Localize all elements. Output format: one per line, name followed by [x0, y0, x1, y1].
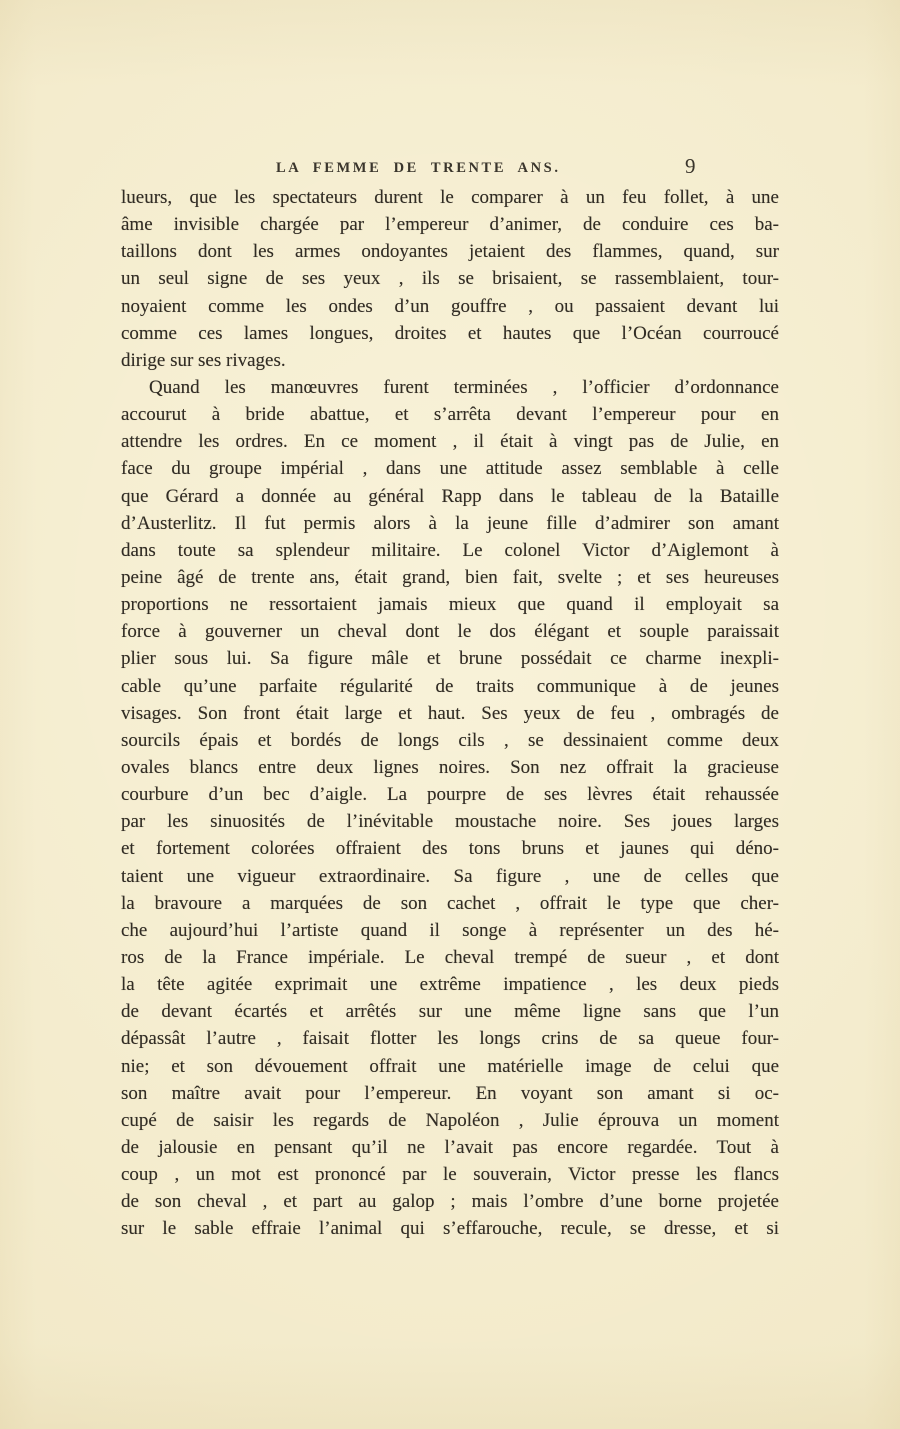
text-line: taillons dont les armes ondoyantes jetaient des flammes, quand, sur — [121, 241, 779, 263]
text-line: d’Austerlitz. Il fut permis alors à la jeune fille d’admirer son amant — [121, 512, 779, 534]
text-line: taient une vigueur extraordinaire. Sa figure , une de celles que — [121, 865, 779, 887]
text-line: Quand les manœuvres furent terminées , l’officier d’ordonnance — [149, 376, 779, 398]
text-line: sourcils épais et bordés de longs cils , se dessinaient comme deux — [121, 729, 779, 751]
text-line: un seul signe de ses yeux , ils se brisaient, se rassemblaient, tour- — [121, 268, 779, 290]
text-line: la bravoure a marquées de son cachet , offrait le type que cher- — [121, 892, 779, 914]
page-number: 9 — [685, 154, 696, 178]
text-line: dirige sur ses rivages. — [121, 349, 286, 371]
text-line: nie; et son dévouement offrait une matérielle image de celui que — [121, 1055, 779, 1077]
text-line: plier sous lui. Sa figure mâle et brune possédait ce charme inexpli- — [121, 648, 779, 670]
text-line: accourut à bride abattue, et s’arrêta devant l’empereur pour en — [121, 404, 779, 426]
text-line: que Gérard a donnée au général Rapp dans le tableau de la Bataille — [121, 485, 779, 507]
body-text — [121, 184, 779, 1242]
text-line: proportions ne ressortaient jamais mieux que quand il employait sa — [121, 594, 779, 616]
text-line: dans toute sa splendeur militaire. Le colonel Victor d’Aiglemont à — [121, 539, 779, 561]
text-line: ros de la France impériale. Le cheval trempé de sueur , et dont — [121, 946, 779, 968]
text-line: son maître avait pour l’empereur. En voyant son amant si oc- — [121, 1082, 779, 1104]
text-line: âme invisible chargée par l’empereur d’animer, de conduire ces ba- — [121, 214, 779, 236]
text-line: ovales blancs entre deux lignes noires. Son nez offrait la gracieuse — [121, 756, 779, 778]
text-line: peine âgé de trente ans, était grand, bien fait, svelte ; et ses heureuses — [121, 566, 779, 588]
text-line: attendre les ordres. En ce moment , il était à vingt pas de Julie, en — [121, 431, 779, 453]
text-line: lueurs, que les spectateurs durent le comparer à un feu follet, à une — [121, 187, 779, 208]
text-line: courbure d’un bec d’aigle. La pourpre de ses lèvres était rehaussée — [121, 784, 779, 806]
text-line: de devant écartés et arrêtés sur une même ligne sans que l’un — [121, 1001, 779, 1023]
text-line: cable qu’une parfaite régularité de traits communique à de jeunes — [121, 675, 779, 697]
text-line: dépassât l’autre , faisait flotter les longs crins de sa queue four- — [121, 1028, 779, 1050]
running-header: LA FEMME DE TRENTE ANS. — [276, 160, 561, 176]
text-line: sur le sable effraie l’animal qui s’effarouche, recule, se dresse, et si — [121, 1218, 779, 1240]
text-line: de jalousie en pensant qu’il ne l’avait pas encore regardée. Tout à — [121, 1136, 779, 1158]
text-line: cupé de saisir les regards de Napoléon , Julie éprouva un moment — [121, 1109, 779, 1131]
text-line: che aujourd’hui l’artiste quand il songe à représenter un des hé- — [121, 919, 779, 941]
text-line: force à gouverner un cheval dont le dos élégant et souple paraissait — [121, 621, 779, 643]
text-line: comme ces lames longues, droites et hautes que l’Océan courroucé — [121, 322, 779, 344]
text-line: et fortement colorées offraient des tons bruns et jaunes qui déno- — [121, 838, 779, 860]
text-line: visages. Son front était large et haut. Ses yeux de feu , ombragés de — [121, 702, 779, 724]
text-line: coup , un mot est prononcé par le souverain, Victor presse les flancs — [121, 1164, 779, 1186]
text-line: de son cheval , et part au galop ; mais l’ombre d’une borne projetée — [121, 1191, 779, 1213]
text-line: par les sinuosités de l’inévitable moustache noire. Ses joues larges — [121, 811, 779, 833]
text-line: noyaient comme les ondes d’un gouffre , ou passaient devant lui — [121, 295, 779, 317]
text-line: face du groupe impérial , dans une attitude assez semblable à celle — [121, 458, 779, 480]
text-line: la tête agitée exprimait une extrême impatience , les deux pieds — [121, 974, 779, 996]
